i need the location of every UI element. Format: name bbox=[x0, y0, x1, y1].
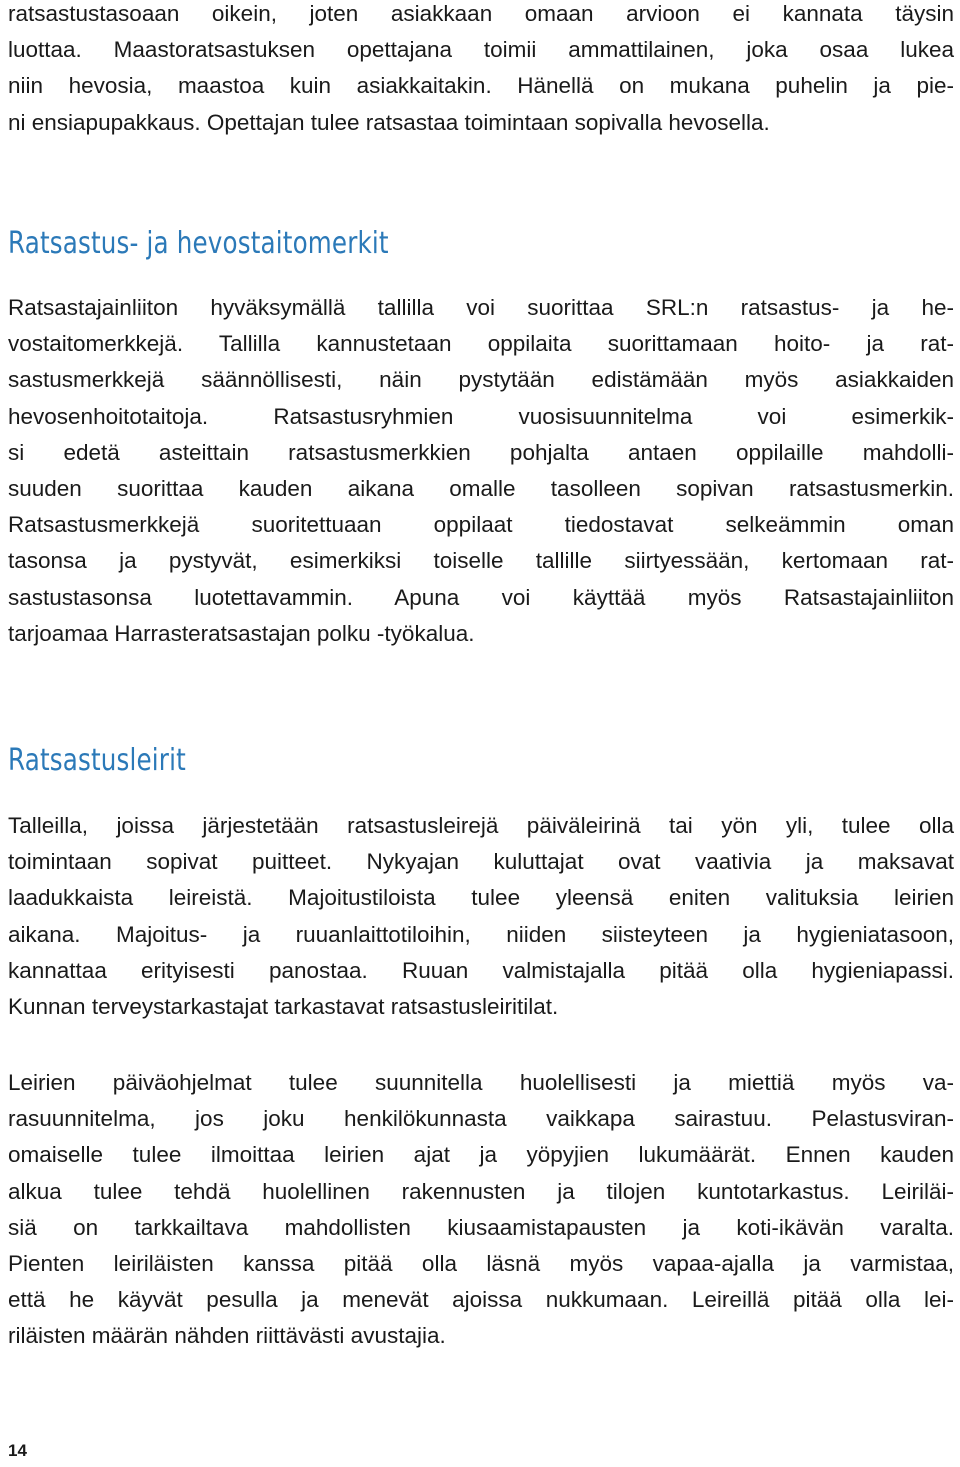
text-line: vostaitomerkkejä. Tallilla kannustetaan oppilaita suorittamaan hoito- ja rat- bbox=[8, 331, 954, 357]
text-line: rasuunnitelma, jos joku henkilökunnasta vaikkapa sairastuu. Pelastusviran- bbox=[8, 1106, 954, 1132]
text-line: luottaa. Maastoratsastuksen opettajana toimii ammattilainen, joka osaa lukea bbox=[8, 37, 954, 63]
text-line: Pienten leiriläisten kanssa pitää olla läsnä myös vapaa-ajalla ja varmistaa, bbox=[8, 1251, 954, 1277]
text-line: aikana. Majoitus- ja ruuanlaittotiloihin, niiden siisteyteen ja hygieniatasoon, bbox=[8, 921, 954, 947]
section-heading-merkit: Ratsastus- ja hevostaitomerkit bbox=[8, 226, 389, 261]
text-line: Leirien päiväohjelmat tulee suunnitella huolellisesti ja miettiä myös va- bbox=[8, 1070, 954, 1095]
text-line: sastustasonsa luotettavammin. Apuna voi käyttää myös Ratsastajainliiton bbox=[8, 584, 954, 610]
paragraph-merkit bbox=[8, 290, 954, 652]
paragraph-leirit-1 bbox=[8, 808, 954, 1025]
paragraph-intro bbox=[8, 0, 954, 141]
text-line: kannattaa erityisesti panostaa. Ruuan valmistajalla pitää olla hygieniapassi. bbox=[8, 957, 954, 983]
text-line: Kunnan terveystarkastajat tarkastavat ratsastusleiritilat. bbox=[8, 994, 559, 1020]
text-line: alkua tulee tehdä huolellinen rakennusten ja tilojen kuntotarkastus. Leiriläi- bbox=[8, 1178, 954, 1204]
text-line: ratsastustasoaan oikein, joten asiakkaan omaan arvioon ei kannata täysin bbox=[8, 1, 954, 26]
text-line: ni ensiapupakkaus. Opettajan tulee ratsastaa toimintaan sopivalla hevosella. bbox=[8, 109, 770, 135]
text-line: tarjoamaa Harrasteratsastajan polku -työkalua. bbox=[8, 620, 475, 646]
text-line: siä on tarkkailtava mahdollisten kiusaamistapausten ja koti-ikävän varalta. bbox=[8, 1214, 954, 1240]
text-line: Talleilla, joissa järjestetään ratsastusleirejä päiväleirinä tai yön yli, tulee olla bbox=[8, 813, 954, 838]
text-line: riläisten määrän nähden riittävästi avustajia. bbox=[8, 1323, 446, 1349]
text-line: suuden suorittaa kauden aikana omalle tasolleen sopivan ratsastusmerkin. bbox=[8, 476, 954, 502]
text-line: si edetä asteittain ratsastusmerkkien pohjalta antaen oppilaille mahdolli- bbox=[8, 439, 954, 465]
text-line: Ratsastajainliiton hyväksymällä tallilla voi suorittaa SRL:n ratsastus- ja he- bbox=[8, 295, 954, 320]
paragraph-leirit-2 bbox=[8, 1065, 954, 1355]
section-heading-leirit: Ratsastusleirit bbox=[8, 743, 186, 778]
text-line: Ratsastusmerkkejä suoritettuaan oppilaat tiedostavat selkeämmin oman bbox=[8, 512, 954, 538]
text-line: omaiselle tulee ilmoittaa leirien ajat ja yöpyjien lukumäärät. Ennen kauden bbox=[8, 1142, 954, 1168]
text-line: toimintaan sopivat puitteet. Nykyajan kuluttajat ovat vaativia ja maksavat bbox=[8, 849, 954, 875]
page-number: 14 bbox=[8, 1441, 27, 1460]
text-line: sastusmerkkejä säännöllisesti, näin pystytään edistämään myös asiakkaiden bbox=[8, 367, 954, 393]
text-line: että he käyvät pesulla ja menevät ajoissa nukkumaan. Leireillä pitää olla lei- bbox=[8, 1287, 954, 1313]
text-line: hevosenhoitotaitoja. Ratsastusryhmien vuosisuunnitelma voi esimerkik- bbox=[8, 403, 954, 429]
text-line: niin hevosia, maastoa kuin asiakkaitakin. Hänellä on mukana puhelin ja pie- bbox=[8, 73, 954, 99]
text-line: tasonsa ja pystyvät, esimerkiksi toiselle tallille siirtyessään, kertomaan rat- bbox=[8, 548, 954, 574]
text-line: laadukkaista leireistä. Majoitustiloista tulee yleensä eniten valituksia leirien bbox=[8, 885, 954, 911]
